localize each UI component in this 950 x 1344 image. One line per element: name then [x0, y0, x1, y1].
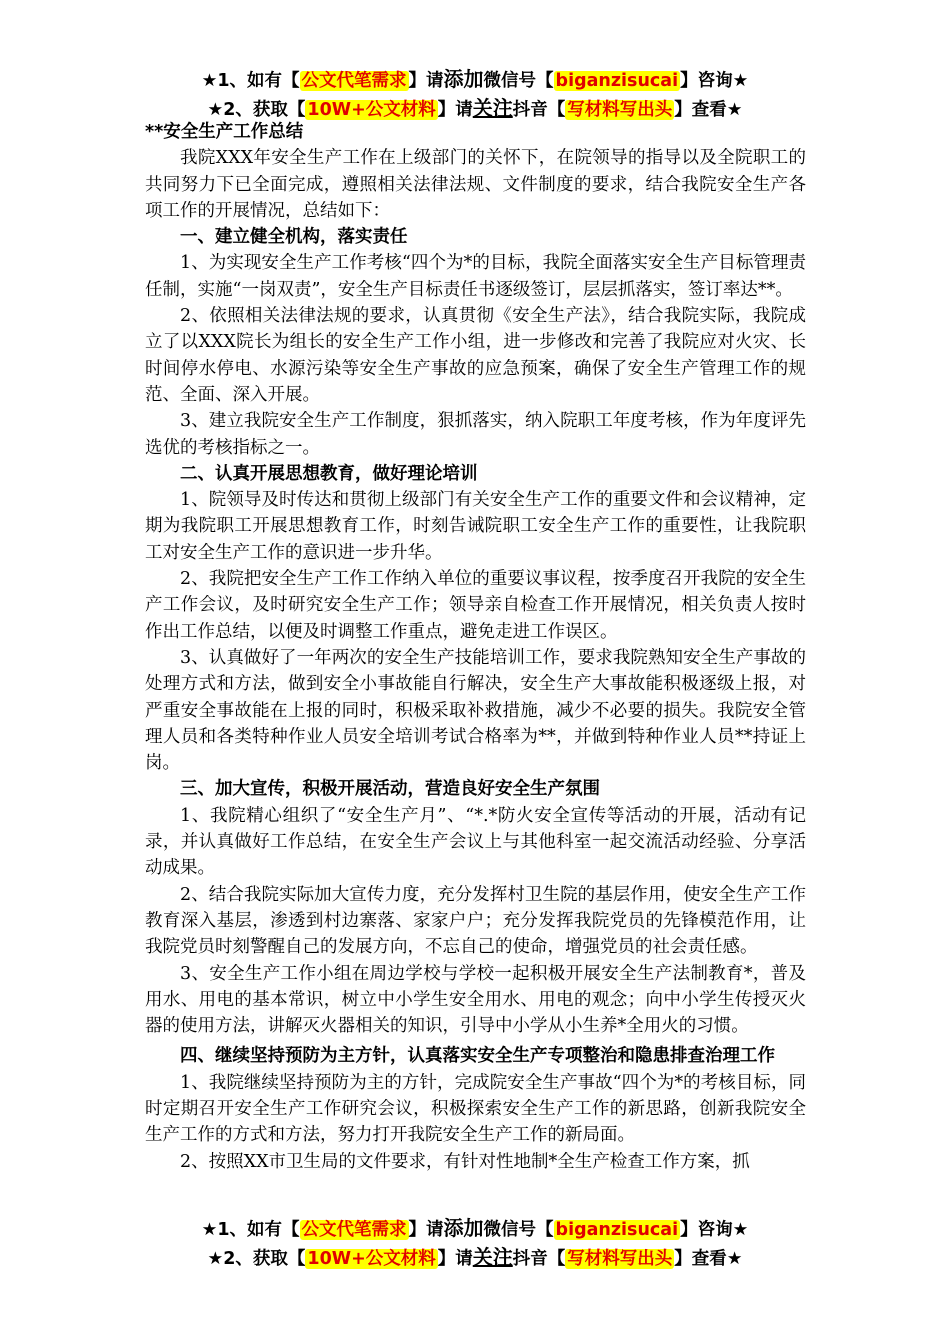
- highlight-douyin-account: 写材料写出头: [567, 1249, 673, 1269]
- promo-line-2: ★2、获取【 10W+公文材料 】请关注抖音【 写材料写出头 】查看★: [207, 96, 743, 120]
- section-heading-1: 一、建立健全机构，落实责任: [180, 227, 408, 248]
- section-heading-3: 三、加大宣传，积极开展活动，营造良好安全生产氛围: [180, 779, 600, 800]
- paragraph: 1、我院继续坚持预防为主的方针，完成院安全生产事故“四个为*的考核目标，同时定期召开安全生产工作研究会议，积极探索安全生产工作的新思路，创新我院安全生产工作的方式和方法，努力打开我院安全生产工作的新局面。: [145, 1072, 806, 1146]
- paragraph: 1、院领导及时传达和贯彻上级部门有关安全生产工作的重要文件和会议精神，定期为我院职工开展思想教育工作，时刻告诫院职工安全生产工作的重要性，让我院职工对安全生产工作的意识进一步升华。: [145, 490, 806, 563]
- promo-line-2: ★2、获取【 10W+公文材料 】请关注抖音【 写材料写出头 】查看★: [207, 1245, 743, 1269]
- paragraph: 2、按照XX市卫生局的文件要求，有针对性地制*全生产检查工作方案，抓: [180, 1151, 750, 1172]
- paragraph: 3、认真做好了一年两次的安全生产技能培训工作，要求我院熟知安全生产事故的处理方式和方法，做到安全小事故能自行解决，安全生产大事故能积极逐级上报，对严重安全事故能在上报的同时，积极采取补救措施，减少不必要的损失。我院安全管理人员和各类特种作业人员安全培训考试合格率为**，并做到特种作业人员**持证上岗。: [145, 647, 806, 774]
- highlight-wechat-id: biganzisucai: [555, 1220, 679, 1240]
- highlight-douyin-account: 写材料写出头: [567, 100, 673, 120]
- document-title: **安全生产工作总结: [145, 122, 304, 142]
- highlight-materials: 10W+公文材料: [307, 1249, 436, 1269]
- promo-banner-top: [0, 66, 950, 124]
- section-heading-4: 四、继续坚持预防为主方针，认真落实安全生产专项整治和隐患排查治理工作: [180, 1046, 775, 1067]
- paragraph: 3、安全生产工作小组在周边学校与学校一起积极开展安全生产法制教育*，普及用水、用电的基本常识，树立中小学生安全用水、用电的观念；向中小学生传授灭火器的使用方法，讲解灭火器相关的知识，引导中小学从小生养*全用火的习惯。: [145, 963, 806, 1037]
- paragraph: 1、为实现安全生产工作考核“四个为*的目标，我院全面落实安全生产目标管理责任制，实施“一岗双责”，安全生产目标责任书逐级签订，层层抓落实，签订率达**。: [145, 253, 806, 300]
- paragraph: 2、依照相关法律法规的要求，认真贯彻《安全生产法》，结合我院实际，我院成立了以XXX院长为组长的安全生产工作小组，进一步修改和完善了我院应对火灾、长时间停水停电、水源污染等安全生产事故的应急预案，确保了安全生产管理工作的规范、全面、深入开展。: [145, 306, 806, 405]
- highlight-service: 公文代笔需求: [301, 71, 407, 91]
- paragraph: 2、我院把安全生产工作工作纳入单位的重要议事议程，按季度召开我院的安全生产工作会议，及时研究安全生产工作；领导亲自检查工作开展情况，相关负责人按时作出工作总结，以便及时调整工作重点，避免走进工作误区。: [145, 569, 806, 642]
- document-body: [145, 119, 806, 1175]
- section-heading-2: 二、认真开展思想教育，做好理论培训: [180, 463, 478, 484]
- intro-paragraph: 我院XXX年安全生产工作在上级部门的关怀下，在院领导的指导以及全院职工的共同努力下已全面完成，遵照相关法律法规、文件制度的要求，结合我院安全生产各项工作的开展情况，总结如下：: [145, 148, 806, 221]
- promo-line-1: ★1、如有【 公文代笔需求 】请添加微信号【 biganzisucai 】咨询★: [201, 1216, 749, 1240]
- paragraph: 3、建立我院安全生产工作制度，狠抓落实，纳入院职工年度考核，作为年度评先选优的考核指标之一。: [145, 411, 806, 458]
- highlight-wechat-id: biganzisucai: [555, 71, 679, 91]
- promo-banner-bottom: [0, 1215, 950, 1273]
- highlight-materials: 10W+公文材料: [307, 100, 436, 120]
- highlight-service: 公文代笔需求: [301, 1220, 407, 1240]
- paragraph: 2、结合我院实际加大宣传力度，充分发挥村卫生院的基层作用，使安全生产工作教育深入基层，渗透到村边寨落、家家户户；充分发挥我院党员的先锋模范作用，让我院党员时刻警醒自己的发展方向，不忘自己的使命，增强党员的社会责任感。: [145, 884, 806, 958]
- promo-line-1: ★1、如有【 公文代笔需求 】请添加微信号【 biganzisucai 】咨询★: [201, 67, 749, 91]
- paragraph: 1、我院精心组织了“安全生产月”、“*.*防火安全宣传等活动的开展，活动有记录，并认真做好工作总结，在安全生产会议上与其他科室一起交流活动经验、分享活动成果。: [145, 805, 806, 879]
